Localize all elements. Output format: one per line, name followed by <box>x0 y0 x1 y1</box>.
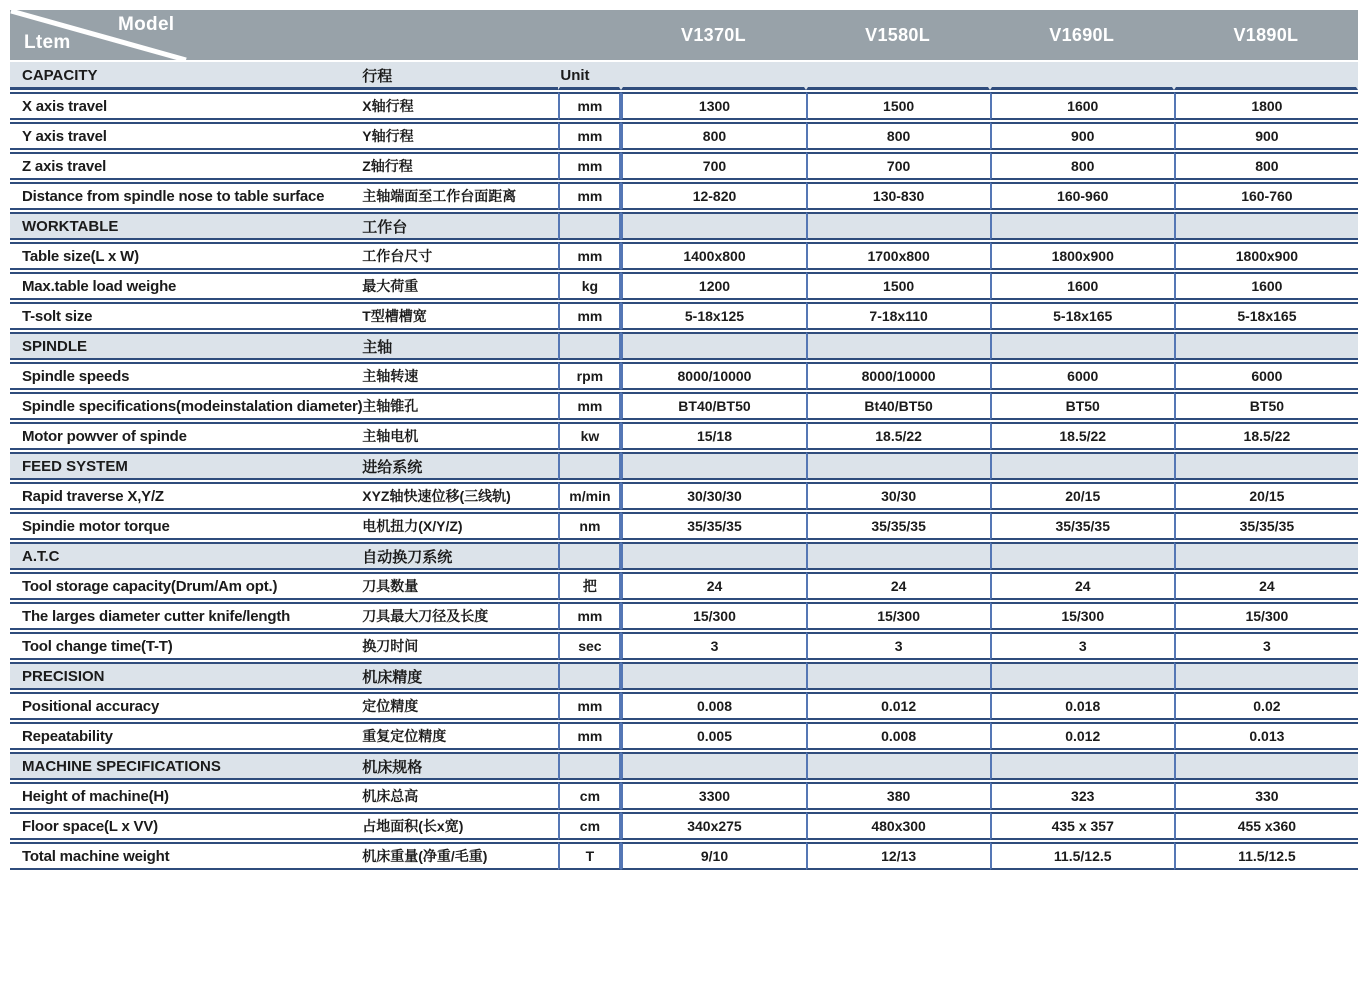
spec-unit: rpm <box>558 362 621 390</box>
spec-value: 0.02 <box>1174 692 1358 720</box>
section-title-en: A.T.C <box>10 542 362 570</box>
spec-label-cn: 换刀时间 <box>362 632 558 660</box>
section-unit-header <box>558 452 621 480</box>
spec-label-en: Spindie motor torque <box>10 512 362 540</box>
spec-value: 1800x900 <box>1174 242 1358 270</box>
spec-value: 1600 <box>990 92 1174 120</box>
model-header-v1890l: V1890L <box>1174 10 1358 60</box>
section-empty-cell <box>621 332 805 360</box>
section-empty-cell <box>621 452 805 480</box>
spec-label-cn: 电机扭力(X/Y/Z) <box>362 512 558 540</box>
spec-value: 5-18x125 <box>621 302 805 330</box>
spec-row-spindie-motor-torque <box>10 512 1358 540</box>
corner-header-cell <box>10 10 621 60</box>
section-empty-cell <box>1174 752 1358 780</box>
spec-value: 12-820 <box>621 182 805 210</box>
section-title-cn: 行程 <box>362 62 558 90</box>
spec-row-tool-storage-capacity-drum-am-opt <box>10 572 1358 600</box>
spec-label-cn: 主轴锥孔 <box>362 392 558 420</box>
section-empty-cell <box>621 542 805 570</box>
spec-row-the-larges-diameter-cutter-knife-length <box>10 602 1358 630</box>
spec-unit: mm <box>558 302 621 330</box>
section-row-worktable <box>10 212 1358 240</box>
spec-row-motor-powver-of-spinde <box>10 422 1358 450</box>
section-title-en: CAPACITY <box>10 62 362 90</box>
spec-unit: mm <box>558 602 621 630</box>
spec-unit: nm <box>558 512 621 540</box>
spec-value: 340x275 <box>621 812 805 840</box>
section-row-spindle <box>10 332 1358 360</box>
spec-value: 6000 <box>990 362 1174 390</box>
section-title-en: PRECISION <box>10 662 362 690</box>
spec-label-en: Z axis travel <box>10 152 362 180</box>
spec-unit: kw <box>558 422 621 450</box>
spec-label-cn: T型槽槽宽 <box>362 302 558 330</box>
spec-value: 1600 <box>1174 272 1358 300</box>
spec-unit: cm <box>558 782 621 810</box>
spec-label-cn: 刀具最大刀径及长度 <box>362 602 558 630</box>
spec-label-en: Motor powver of spinde <box>10 422 362 450</box>
section-empty-cell <box>806 542 990 570</box>
spec-label-cn: 重复定位精度 <box>362 722 558 750</box>
spec-value: 455 x360 <box>1174 812 1358 840</box>
spec-value: 7-18x110 <box>806 302 990 330</box>
spec-row-max-table-load-weighe <box>10 272 1358 300</box>
section-empty-cell <box>1174 332 1358 360</box>
section-unit-header <box>558 662 621 690</box>
spec-value: 3300 <box>621 782 805 810</box>
spec-label-en: Y axis travel <box>10 122 362 150</box>
spec-value: 160-960 <box>990 182 1174 210</box>
spec-unit: mm <box>558 392 621 420</box>
section-row-precision <box>10 662 1358 690</box>
spec-label-en: Repeatability <box>10 722 362 750</box>
spec-value: 30/30/30 <box>621 482 805 510</box>
spec-value: 20/15 <box>1174 482 1358 510</box>
spec-value: 6000 <box>1174 362 1358 390</box>
spec-value: 480x300 <box>806 812 990 840</box>
section-empty-cell <box>990 542 1174 570</box>
spec-value: 24 <box>990 572 1174 600</box>
section-title-cn: 主轴 <box>362 332 558 360</box>
spec-value: 1500 <box>806 272 990 300</box>
section-title-en: FEED SYSTEM <box>10 452 362 480</box>
spec-label-cn: 主轴电机 <box>362 422 558 450</box>
spec-label-en: Positional accuracy <box>10 692 362 720</box>
corner-model-label: Model <box>118 14 175 35</box>
spec-value: 1800 <box>1174 92 1358 120</box>
spec-unit: mm <box>558 722 621 750</box>
spec-value: 800 <box>621 122 805 150</box>
section-row-a-t-c <box>10 542 1358 570</box>
model-header-v1580l: V1580L <box>806 10 990 60</box>
spec-value: 35/35/35 <box>990 512 1174 540</box>
spec-value: 11.5/12.5 <box>1174 842 1358 870</box>
spec-label-cn: 定位精度 <box>362 692 558 720</box>
spec-value: 0.018 <box>990 692 1174 720</box>
section-empty-cell <box>990 752 1174 780</box>
spec-label-en: Spindle specifications(modeinstalation diameter) <box>10 392 362 420</box>
spec-label-en: Height of machine(H) <box>10 782 362 810</box>
model-header-v1690l: V1690L <box>990 10 1174 60</box>
spec-value: 0.012 <box>806 692 990 720</box>
spec-unit: 把 <box>558 572 621 600</box>
spec-value: 1300 <box>621 92 805 120</box>
spec-row-height-of-machine-h <box>10 782 1358 810</box>
section-unit-header <box>558 212 621 240</box>
spec-row-y-axis-travel <box>10 122 1358 150</box>
section-empty-cell <box>990 662 1174 690</box>
section-title-cn: 进给系统 <box>362 452 558 480</box>
spec-label-cn: X轴行程 <box>362 92 558 120</box>
spec-value: 700 <box>806 152 990 180</box>
spec-value: 3 <box>1174 632 1358 660</box>
spec-value: BT50 <box>1174 392 1358 420</box>
spec-unit: sec <box>558 632 621 660</box>
spec-value: 700 <box>621 152 805 180</box>
spec-label-en: Distance from spindle nose to table surface <box>10 182 362 210</box>
spec-value: 435 x 357 <box>990 812 1174 840</box>
section-row-feed-system <box>10 452 1358 480</box>
section-empty-cell <box>621 212 805 240</box>
section-empty-cell <box>1174 212 1358 240</box>
spec-label-cn: 刀具数量 <box>362 572 558 600</box>
section-title-en: MACHINE SPECIFICATIONS <box>10 752 362 780</box>
spec-label-en: Tool change time(T-T) <box>10 632 362 660</box>
spec-unit: kg <box>558 272 621 300</box>
spec-table <box>10 8 1358 872</box>
spec-value: 24 <box>1174 572 1358 600</box>
spec-value: 0.005 <box>621 722 805 750</box>
spec-value: 18.5/22 <box>1174 422 1358 450</box>
spec-row-t-solt-size <box>10 302 1358 330</box>
spec-value: 1700x800 <box>806 242 990 270</box>
spec-value: 18.5/22 <box>990 422 1174 450</box>
section-empty-cell <box>990 452 1174 480</box>
spec-label-cn: Y轴行程 <box>362 122 558 150</box>
spec-value: 20/15 <box>990 482 1174 510</box>
spec-value: 35/35/35 <box>1174 512 1358 540</box>
section-title-cn: 工作台 <box>362 212 558 240</box>
spec-value: 8000/10000 <box>621 362 805 390</box>
spec-unit: mm <box>558 182 621 210</box>
spec-value: 3 <box>621 632 805 660</box>
spec-row-distance-from-spindle-nose-to-table-surface <box>10 182 1358 210</box>
spec-unit: T <box>558 842 621 870</box>
spec-value: 800 <box>806 122 990 150</box>
section-empty-cell <box>806 212 990 240</box>
spec-value: 11.5/12.5 <box>990 842 1174 870</box>
section-empty-cell <box>806 332 990 360</box>
spec-value: 5-18x165 <box>990 302 1174 330</box>
section-unit-header <box>558 752 621 780</box>
spec-unit: mm <box>558 242 621 270</box>
spec-value: 0.008 <box>806 722 990 750</box>
section-empty-cell <box>621 62 805 90</box>
section-empty-cell <box>1174 542 1358 570</box>
spec-value: 35/35/35 <box>806 512 990 540</box>
spec-value: 130-830 <box>806 182 990 210</box>
spec-value: 1200 <box>621 272 805 300</box>
section-empty-cell <box>1174 62 1358 90</box>
section-empty-cell <box>806 752 990 780</box>
table-header <box>10 10 1358 60</box>
spec-label-cn: XYZ轴快速位移(三线轨) <box>362 482 558 510</box>
spec-label-cn: 机床总高 <box>362 782 558 810</box>
spec-value: 15/18 <box>621 422 805 450</box>
section-title-en: SPINDLE <box>10 332 362 360</box>
spec-value: 1600 <box>990 272 1174 300</box>
spec-value: 160-760 <box>1174 182 1358 210</box>
spec-label-en: T-solt size <box>10 302 362 330</box>
spec-value: 15/300 <box>1174 602 1358 630</box>
spec-value: 15/300 <box>990 602 1174 630</box>
spec-unit: mm <box>558 692 621 720</box>
spec-unit: mm <box>558 92 621 120</box>
spec-row-repeatability <box>10 722 1358 750</box>
section-title-en: WORKTABLE <box>10 212 362 240</box>
spec-value: 15/300 <box>621 602 805 630</box>
spec-label-cn: Z轴行程 <box>362 152 558 180</box>
spec-value: 8000/10000 <box>806 362 990 390</box>
spec-unit: m/min <box>558 482 621 510</box>
spec-label-en: Rapid traverse X,Y/Z <box>10 482 362 510</box>
spec-value: 18.5/22 <box>806 422 990 450</box>
spec-label-cn: 最大荷重 <box>362 272 558 300</box>
spec-value: 12/13 <box>806 842 990 870</box>
section-row-machine-specifications <box>10 752 1358 780</box>
spec-row-z-axis-travel <box>10 152 1358 180</box>
spec-row-rapid-traverse-x-y-z <box>10 482 1358 510</box>
spec-value: 24 <box>621 572 805 600</box>
spec-label-cn: 占地面积(长x宽) <box>362 812 558 840</box>
section-title-cn: 机床规格 <box>362 752 558 780</box>
spec-value: 1400x800 <box>621 242 805 270</box>
spec-row-spindle-speeds <box>10 362 1358 390</box>
spec-label-cn: 工作台尺寸 <box>362 242 558 270</box>
spec-row-table-size-l-x-w <box>10 242 1358 270</box>
spec-value: 35/35/35 <box>621 512 805 540</box>
section-empty-cell <box>1174 662 1358 690</box>
spec-value: 1800x900 <box>990 242 1174 270</box>
spec-value: 0.008 <box>621 692 805 720</box>
spec-label-en: Tool storage capacity(Drum/Am opt.) <box>10 572 362 600</box>
spec-unit: mm <box>558 122 621 150</box>
spec-table-body <box>10 62 1358 870</box>
spec-row-tool-change-time-t-t <box>10 632 1358 660</box>
spec-value: 380 <box>806 782 990 810</box>
spec-row-spindle-specifications-modeinstalation-diameter <box>10 392 1358 420</box>
spec-label-en: The larges diameter cutter knife/length <box>10 602 362 630</box>
model-header-row <box>10 10 1358 60</box>
spec-label-en: X axis travel <box>10 92 362 120</box>
section-row-capacity <box>10 62 1358 90</box>
model-header-v1370l: V1370L <box>621 10 805 60</box>
spec-label-cn: 机床重量(净重/毛重) <box>362 842 558 870</box>
spec-value: 1500 <box>806 92 990 120</box>
section-title-cn: 自动换刀系统 <box>362 542 558 570</box>
spec-label-en: Max.table load weighe <box>10 272 362 300</box>
spec-label-en: Floor space(L x VV) <box>10 812 362 840</box>
section-empty-cell <box>1174 452 1358 480</box>
spec-value: BT50 <box>990 392 1174 420</box>
page <box>0 8 1370 989</box>
spec-value: BT40/BT50 <box>621 392 805 420</box>
section-unit-header <box>558 542 621 570</box>
section-empty-cell <box>806 662 990 690</box>
spec-value: 3 <box>990 632 1174 660</box>
section-unit-header <box>558 332 621 360</box>
spec-value: 9/10 <box>621 842 805 870</box>
section-title-cn: 机床精度 <box>362 662 558 690</box>
section-empty-cell <box>990 62 1174 90</box>
spec-value: 800 <box>1174 152 1358 180</box>
spec-unit: mm <box>558 152 621 180</box>
spec-value: 900 <box>1174 122 1358 150</box>
spec-label-en: Table size(L x W) <box>10 242 362 270</box>
spec-label-cn: 主轴转速 <box>362 362 558 390</box>
spec-value: 0.012 <box>990 722 1174 750</box>
spec-value: 330 <box>1174 782 1358 810</box>
spec-value: 30/30 <box>806 482 990 510</box>
spec-label-en: Total machine weight <box>10 842 362 870</box>
spec-value: 3 <box>806 632 990 660</box>
section-empty-cell <box>990 212 1174 240</box>
spec-value: 15/300 <box>806 602 990 630</box>
spec-label-cn: 主轴端面至工作台面距离 <box>362 182 558 210</box>
section-empty-cell <box>806 62 990 90</box>
section-empty-cell <box>806 452 990 480</box>
section-empty-cell <box>621 662 805 690</box>
corner-item-label: Ltem <box>24 32 71 53</box>
section-empty-cell <box>990 332 1174 360</box>
section-unit-header: Unit <box>558 62 621 90</box>
spec-value: 323 <box>990 782 1174 810</box>
spec-row-total-machine-weight <box>10 842 1358 870</box>
spec-value: 800 <box>990 152 1174 180</box>
spec-value: 900 <box>990 122 1174 150</box>
spec-row-floor-space-l-x-vv <box>10 812 1358 840</box>
section-empty-cell <box>621 752 805 780</box>
spec-row-x-axis-travel <box>10 92 1358 120</box>
spec-value: 24 <box>806 572 990 600</box>
spec-row-positional-accuracy <box>10 692 1358 720</box>
spec-unit: cm <box>558 812 621 840</box>
spec-label-en: Spindle speeds <box>10 362 362 390</box>
spec-value: 0.013 <box>1174 722 1358 750</box>
spec-value: 5-18x165 <box>1174 302 1358 330</box>
spec-value: Bt40/BT50 <box>806 392 990 420</box>
